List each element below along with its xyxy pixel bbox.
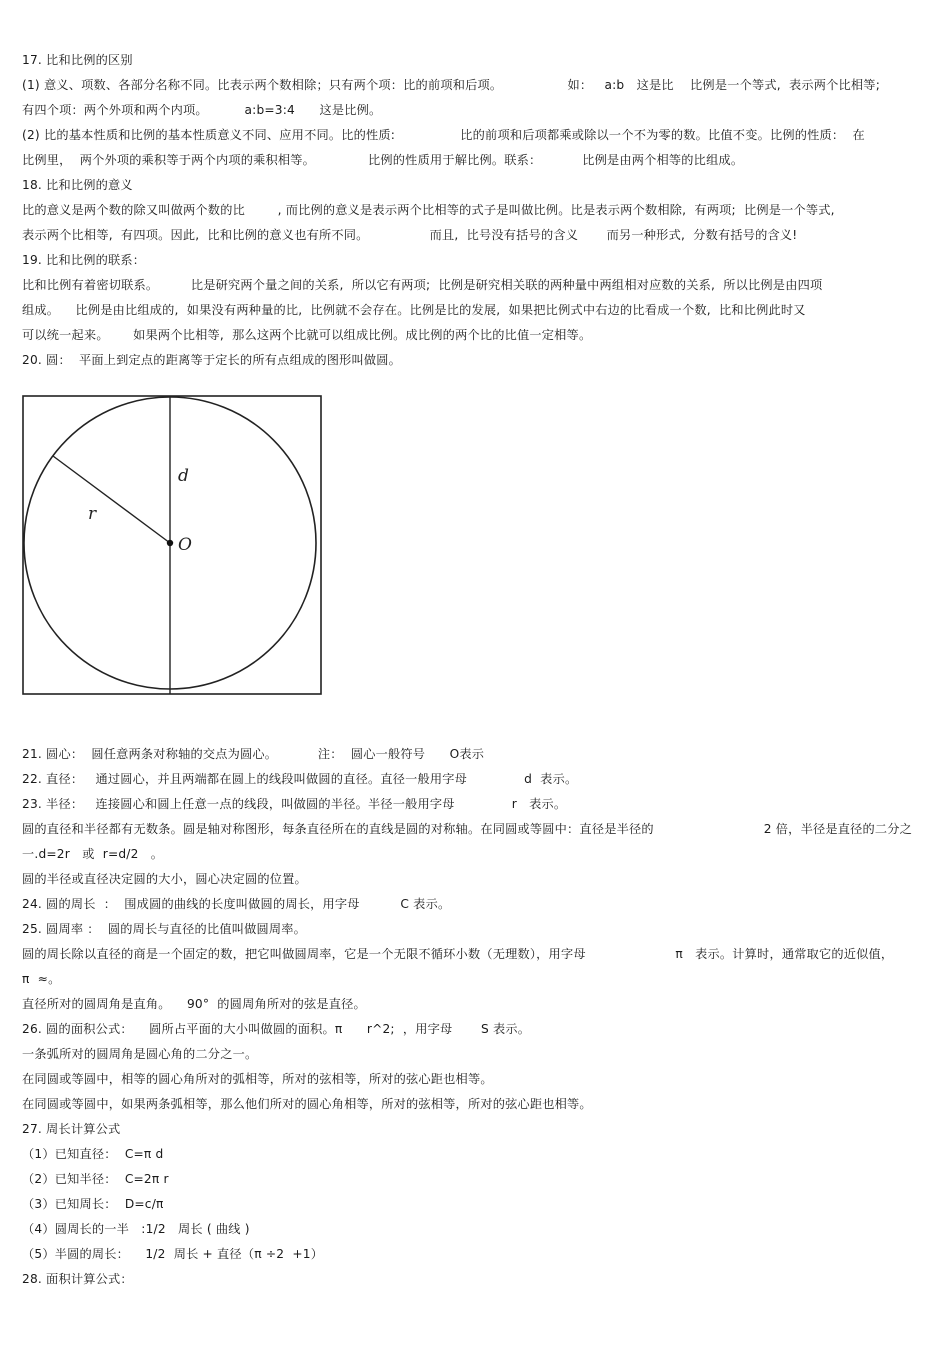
text-line: 表示两个比相等, 有四项。因此, 比和比例的意义也有所不同。 而且, 比号没有括号的含义 而另一种形式, 分数有括号的含义! xyxy=(22,228,798,242)
label-r: r xyxy=(88,504,97,524)
heading-21: 21. 圆心： 圆任意两条对称轴的交点为圆心。 注： 圆心一般符号 O表示 xyxy=(22,747,485,761)
formula-item: （4）圆周长的一半 :1/2 周长 ( 曲线 ) xyxy=(22,1222,250,1236)
text-line: 一条弧所对的圆周角是圆心角的二分之一。 xyxy=(22,1047,258,1061)
text-line: 有四个项：两个外项和两个内项。 a:b=3:4 这是比例。 xyxy=(22,103,382,117)
heading-18: 18. 比和比例的意义 xyxy=(22,178,133,192)
formula-item: （1）已知直径： C=π d xyxy=(22,1147,164,1161)
formula-item: （3）已知周长： D=c/π xyxy=(22,1197,164,1211)
radius-line xyxy=(53,456,170,543)
text-line: 可以统一起来。 如果两个比相等, 那么这两个比就可以组成比例。成比例的两个比的比值一定相等。 xyxy=(22,328,592,342)
circle-diagram xyxy=(22,395,322,695)
heading-26: 26. 圆的面积公式： 圆所占平面的大小叫做圆的面积。π r^2; ，用字母 S 表示。 xyxy=(22,1022,531,1036)
text-line: (1) 意义、项数、各部分名称不同。比表示两个数相除；只有两个项：比的前项和后项。 如： a:b 这是比 比例是一个等式, 表示两个比相等; xyxy=(22,78,881,92)
heading-20: 20. 圆： 平面上到定点的距离等于定长的所有点组成的图形叫做圆。 xyxy=(22,353,402,367)
label-d: d xyxy=(178,466,189,486)
heading-27: 27. 周长计算公式 xyxy=(22,1122,121,1136)
text-line: 直径所对的圆周角是直角。 90° 的圆周角所对的弦是直径。 xyxy=(22,997,366,1011)
text-line: 比例里， 两个外项的乘积等于两个内项的乘积相等。 比例的性质用于解比例。联系： 比例是由两个相等的比组成。 xyxy=(22,153,744,167)
heading-24: 24. 圆的周长 ： 围成圆的曲线的长度叫做圆的周长，用字母 C 表示。 xyxy=(22,897,451,911)
heading-28: 28. 面积计算公式： xyxy=(22,1272,133,1286)
heading-22: 22. 直径： 通过圆心，并且两端都在圆上的线段叫做圆的直径。直径一般用字母 d 表示。 xyxy=(22,772,578,786)
heading-25: 25. 圆周率 ： 圆的周长与直径的比值叫做圆周率。 xyxy=(22,922,307,936)
text-line: (2) 比的基本性质和比例的基本性质意义不同、应用不同。比的性质: 比的前项和后项都乘或除以一个不为零的数。比值不变。比例的性质： 在 xyxy=(22,128,865,142)
heading-23: 23. 半径： 连接圆心和圆上任意一点的线段，叫做圆的半径。半径一般用字母 r 表示。 xyxy=(22,797,567,811)
formula-item: （5）半圆的周长： 1/2 周长 + 直径（π ÷2 +1） xyxy=(22,1247,324,1261)
text-line: 一.d=2r 或 r=d/2 。 xyxy=(22,847,164,861)
text-line: π ≈。 xyxy=(22,972,61,986)
center-point xyxy=(167,540,173,546)
label-o: O xyxy=(178,535,192,555)
text-line: 圆的周长除以直径的商是一个固定的数，把它叫做圆周率，它是一个无限不循环小数（无理数），用字母 π 表示。计算时，通常取它的近似值， xyxy=(22,947,894,961)
text-line: 组成。 比例是由比组成的, 如果没有两种量的比, 比例就不会存在。比例是比的发展, 如果把比例式中右边的比看成一个数, 比和比例此时又 xyxy=(22,303,806,317)
text-line: 在同圆或等圆中，相等的圆心角所对的弧相等，所对的弦相等，所对的弦心距也相等。 xyxy=(22,1072,493,1086)
text-line: 比和比例有着密切联系。 比是研究两个量之间的关系, 所以它有两项; 比例是研究相关联的两种量中两组相对应数的关系, 所以比例是由四项 xyxy=(22,278,823,292)
text-line: 圆的半径或直径决定圆的大小，圆心决定圆的位置。 xyxy=(22,872,307,886)
text-line: 圆的直径和半径都有无数条。圆是轴对称图形，每条直径所在的直线是圆的对称轴。在同圆或等圆中：直径是半径的 2 倍，半径是直径的二分之 xyxy=(22,822,913,836)
heading-17: 17. 比和比例的区别 xyxy=(22,53,133,67)
formula-item: （2）已知半径： C=2π r xyxy=(22,1172,169,1186)
text-line: 在同圆或等圆中，如果两条弧相等，那么他们所对的圆心角相等，所对的弦相等，所对的弦心距也相等。 xyxy=(22,1097,592,1111)
heading-19: 19. 比和比例的联系： xyxy=(22,253,146,267)
text-line: 比的意义是两个数的除又叫做两个数的比 , 而比例的意义是表示两个比相等的式子是叫做比例。比是表示两个数相除, 有两项; 比例是一个等式, xyxy=(22,203,835,217)
